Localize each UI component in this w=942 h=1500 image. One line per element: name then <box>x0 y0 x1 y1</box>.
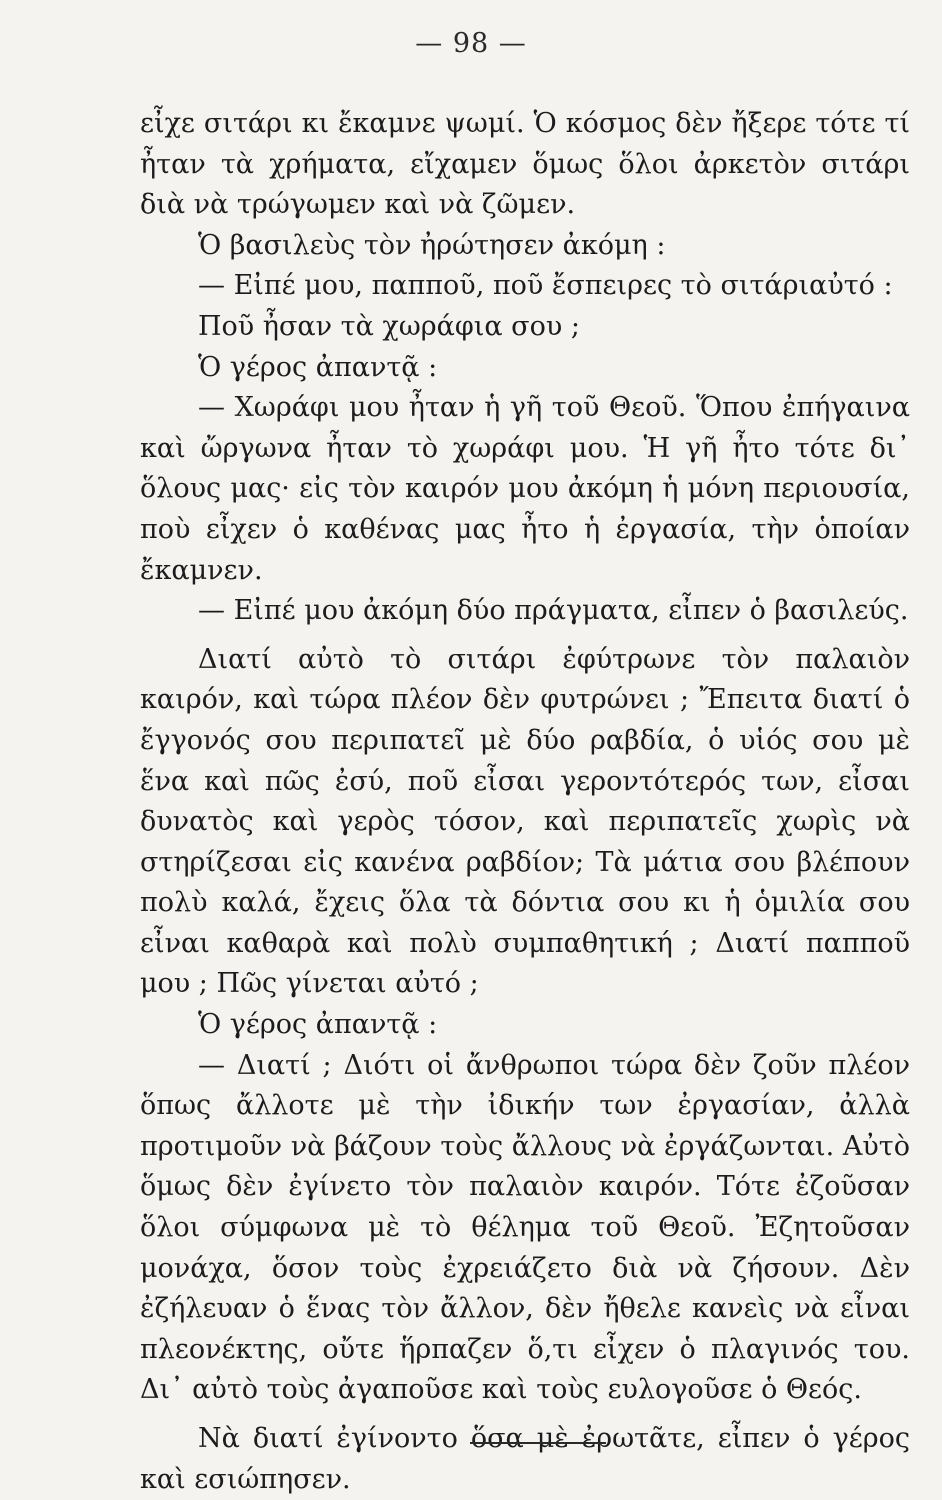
end-rule <box>470 1442 606 1444</box>
dialogue-line: — Χωράφι μου ἦταν ἡ γῆ τοῦ Θεοῦ. Ὅπου ἐπήγαινα καὶ ὤργωνα ἦταν τὸ χωράφι μου. Ἡ γῆ ἦτο τότε δι᾽ ὅλους μας· εἰς τὸν καιρόν μου ἀκόμη ἡ μόνη περιουσία, ποὺ εἶχεν ὁ καθένας μας ἦτο ἡ ἐργασία, τὴν ὁποίαν ἔκαμνεν. <box>140 392 910 586</box>
paragraph: Νὰ διατί ἐγίνοντο ὅσα μὲ ἐρωτᾶτε, εἶπεν ὁ γέρος καὶ εσιώπησεν. <box>140 1423 910 1495</box>
dialogue-line: — Εἰπέ μου ἀκόμη δύο πράγματα, εἶπεν ὁ βασιλεύς. <box>198 595 909 627</box>
dialogue-line: — Διατί ; Διότι οἱ ἄνθρωποι τώρα δὲν ζοῦν πλέον ὅπως ἄλλοτε μὲ τὴν ἰδικήν των ἐργασίαν, ἀλλὰ προτιμοῦν νὰ βάζουν τοὺς ἄλλους νὰ ἐργάζωνται. Αὐτὸ ὅμως δὲν ἐγίνετο τὸν παλαιὸν καιρόν. Τότε ἐζοῦσαν ὅλοι σύμφωνα μὲ τὸ θέλημα τοῦ Θεοῦ. Ἐζητοῦσαν μονάχα, ὅσον τοὺς ἐχρειάζετο διὰ νὰ ζήσουν. Δὲν ἐζήλευαν ὁ ἕνας τὸν ἄλλον, δὲν ἤθελε κανεὶς νὰ εἶναι πλεονέκτης, οὔτε ἥρπαζεν ὅ,τι εἶχεν ὁ πλαγινός του. Δι᾽ αὐτὸ τοὺς ἀγαποῦσε καὶ τοὺς ευλογοῦσε ὁ Θεός. <box>140 1049 910 1406</box>
paragraph: Ποῦ ἦσαν τὰ χωράφια σου ; <box>198 310 580 342</box>
body-text <box>140 104 910 1500</box>
dialogue-line: — Εἰπέ μου, παπποῦ, ποῦ ἔσπειρες τὸ σιτάριαὐτό : <box>198 270 893 302</box>
paragraph: Ὁ γέρος ἀπαντᾷ : <box>198 1009 438 1041</box>
paragraph: Ὁ βασιλεὺς τὸν ἠρώτησεν ἀκόμη : <box>198 229 666 261</box>
paragraph: Ὁ γέρος ἀπαντᾷ : <box>198 351 438 383</box>
paragraph: εἶχε σιτάρι κι ἔκαμνε ψωμί. Ὁ κόσμος δὲν ἤξερε τότε τί ἦταν τὰ χρήματα, εἴχαμεν ὅμως ὅλοι ἀρκετὸν σιτάρι διὰ νὰ τρώγωμεν καὶ νὰ ζῶμεν. <box>140 108 910 221</box>
page-number: — 98 — <box>415 28 527 59</box>
paragraph: Διατί αὐτὸ τὸ σιτάρι ἐφύτρωνε τὸν παλαιὸν καιρόν, καὶ τώρα πλέον δὲν φυτρώνει ; Ἔπειτα διατί ὁ ἔγγονός σου περιπατεῖ μὲ δύο ραβδία, ὁ υἱός σου μὲ ἕνα καὶ πῶς ἐσύ, ποῦ εἶσαι γεροντότερός των, εἶσαι δυνατὸς καὶ γερὸς τόσον, καὶ περιπατεῖς χωρὶς νὰ στηρίζεσαι εἰς κανένα ραβδίον; Τὰ μάτια σου βλέπουν πολὺ καλά, ἔχεις ὅλα τὰ δόντια σου κι ἡ ὁμιλία σου εἶναι καθαρὰ καὶ πολὺ συμπαθητική ; Διατί παπποῦ μου ; Πῶς γίνεται αὐτό ; <box>140 643 910 1000</box>
